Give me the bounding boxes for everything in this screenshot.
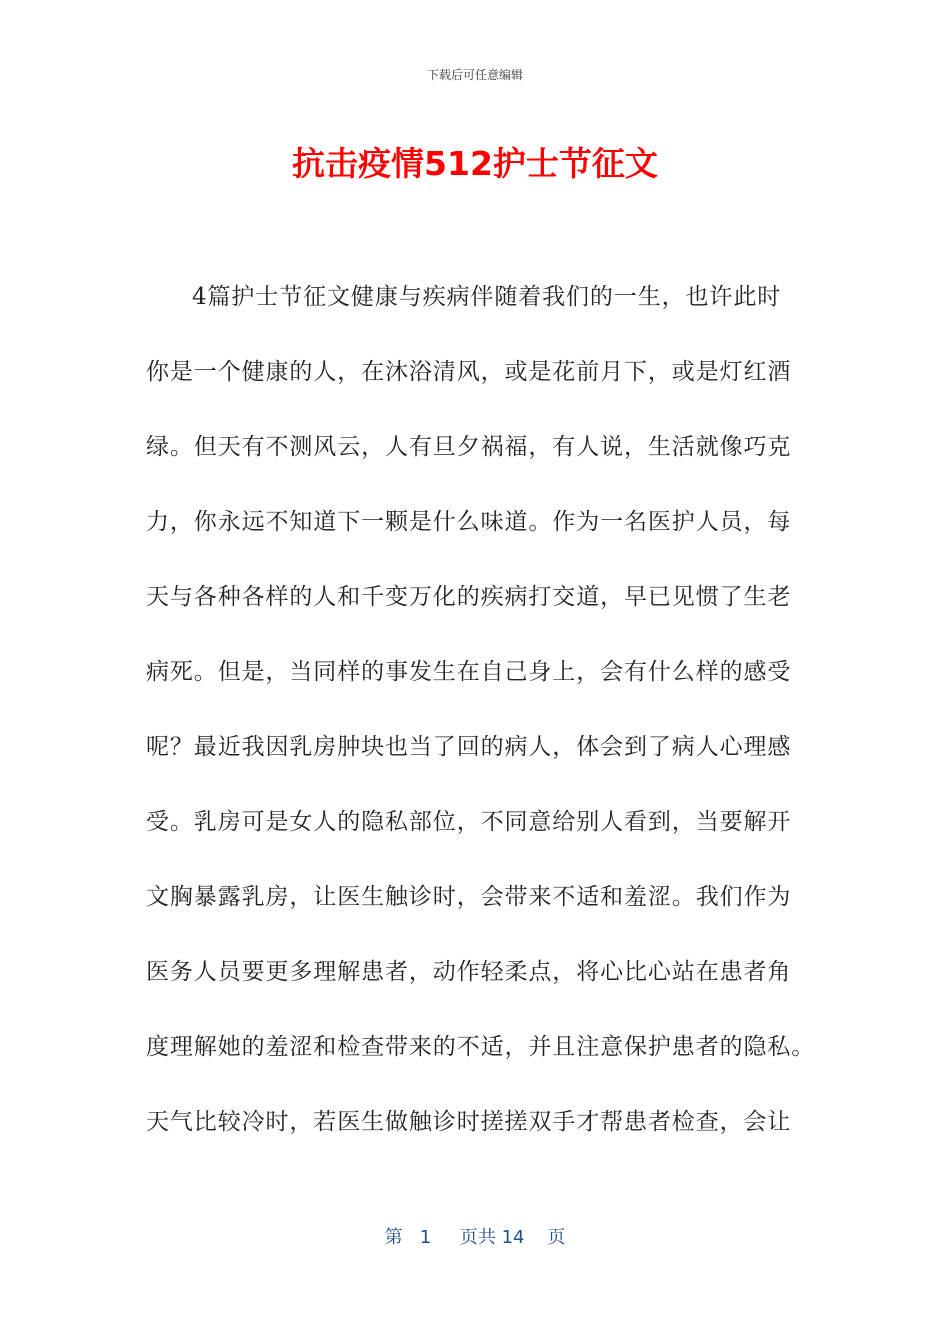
document-body bbox=[146, 260, 816, 1160]
body-line: 天与各种各样的人和千变万化的疾病打交道，早已见惯了生老 bbox=[146, 584, 792, 610]
document-title: 抗击疫情512护士节征文 bbox=[292, 144, 658, 183]
body-line: 4篇护士节征文健康与疾病伴随着我们的一生，也许此时 bbox=[192, 284, 782, 310]
body-line: 力，你永远不知道下一颗是什么味道。作为一名医护人员，每 bbox=[146, 509, 792, 535]
body-line: 医务人员要更多理解患者，动作轻柔点，将心比心站在患者角 bbox=[146, 959, 792, 985]
body-line: 你是一个健康的人，在沐浴清风，或是花前月下，或是灯红酒 bbox=[146, 359, 792, 385]
body-line: 文胸暴露乳房，让医生触诊时，会带来不适和羞涩。我们作为 bbox=[146, 884, 792, 910]
body-line: 受。乳房可是女人的隐私部位，不同意给别人看到，当要解开 bbox=[146, 809, 792, 835]
body-line: 绿。但天有不测风云，人有旦夕祸福，有人说，生活就像巧克 bbox=[146, 434, 792, 460]
footer-current-page: 1 bbox=[419, 1227, 432, 1248]
body-line: 呢？最近我因乳房肿块也当了回的病人，体会到了病人心理感 bbox=[146, 734, 792, 760]
footer-total-pages: 14 bbox=[501, 1227, 525, 1248]
body-line: 天气比较冷时，若医生做触诊时搓搓双手才帮患者检查，会让 bbox=[146, 1109, 792, 1135]
header-note: 下载后可任意编辑 bbox=[426, 68, 523, 82]
footer-page-label: 第 bbox=[384, 1227, 403, 1248]
footer-total-label: 页共 bbox=[459, 1227, 496, 1248]
body-line: 病死。但是，当同样的事发生在自己身上，会有什么样的感受 bbox=[146, 659, 792, 685]
page-footer bbox=[0, 1224, 950, 1252]
footer-end-label: 页 bbox=[547, 1227, 566, 1248]
body-line: 度理解她的羞涩和检查带来的不适，并且注意保护患者的隐私。 bbox=[146, 1034, 816, 1060]
